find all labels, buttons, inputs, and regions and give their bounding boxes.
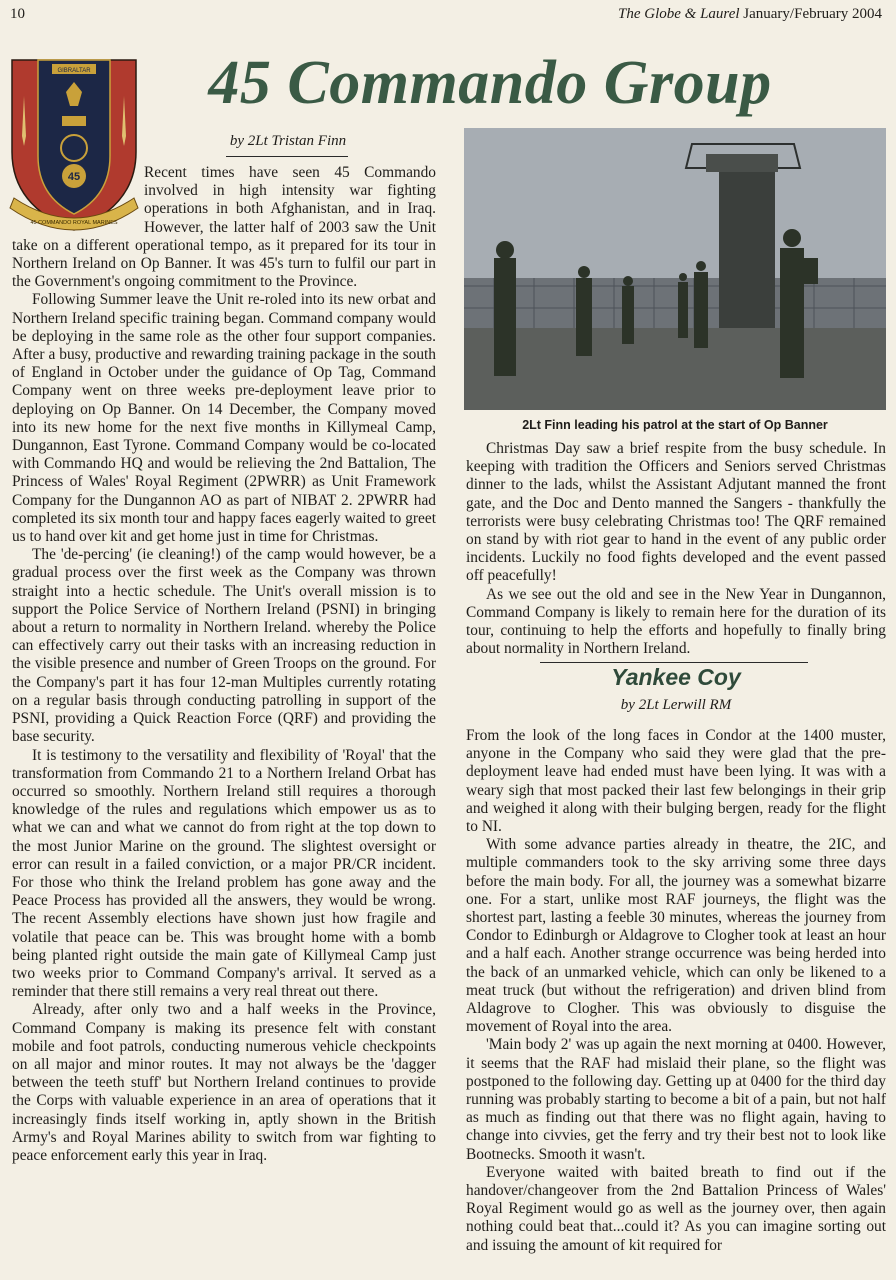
paragraph-6: Christmas Day saw a brief respite from the busy schedule. In keeping with tradition the Officers and Seniors served Christmas dinner to the lads, whilst the Assistant Adjutant manned the front gate, and the Doc and Dento manned the Sangers - thankfully the terrorists were busy celebrating Christmas too! The QRF remained on stand by with riot gear to hand in the event of any public order incidents. Luckily no food fights developed and the event passed off peacefully! (466, 440, 886, 585)
crest-scroll-top: GIBRALTAR (57, 68, 91, 74)
patrol-photo (464, 128, 886, 410)
crest-number: 45 (67, 171, 81, 183)
paragraph-2: Following Summer leave the Unit re-roled into its new orbat and Northern Ireland specific training began. Command company would be deploying in the same role as the other four support companies. After a busy, productive and rewarding training package in the south of England in October under the guidance of Op Tag, Command Company went on three weeks pre-deployment leave prior to deploying on Op Banner. On 14 December, the Company moved into its new home for the next five months in Killymeal Camp, Dungannon, East Tyrone. Command Company would be co-located with Commando HQ and would be relieving the 2nd Battalion, The Princess of Wales' Royal Regiment (2PWRR) as Unit Framework Company for the Dungannon AO as part of NIBAT 2. 2PWRR had completed its six month tour and happy faces eagerly waited to greet us to hand over kit and get home just in time for Christmas. (12, 291, 436, 546)
issue-date: January/February 2004 (743, 6, 882, 22)
subhead-divider (540, 662, 808, 663)
article-byline: by 2Lt Tristan Finn (229, 133, 347, 149)
right-column (466, 440, 886, 658)
subarticle-title: Yankee Coy (611, 664, 741, 690)
crest-scroll-bottom: 45 COMMANDO ROYAL MARINES (30, 220, 118, 226)
paragraph-1-text: Recent times have seen 45 Commando involved in high intensity war fighting operations in both Afghanistan, and in Iraq. However, the latter half of 2003 saw the Unit take on a different operational tempo, as it prepared for its tour in Northern Ireland on Op Banner. It was 45's turn to fulfil our part in the Government's ongoing commitment to the Province. (12, 164, 436, 291)
article-title: 45 Commando Group (208, 49, 772, 117)
photo-caption: 2Lt Finn leading his patrol at the start of Op Banner (522, 418, 828, 432)
subarticle-body (466, 727, 886, 1255)
paragraph-3: The 'de-percing' (ie cleaning!) of the camp would however, be a gradual process over the first week as the Company was thrown straight into a hectic schedule. The Unit's overall mission is to support the Police Service of Northern Ireland (PSNI) in bringing about a return to normality in Northern Ireland. whereby the Police can effectively carry out their tasks with an increasing reduction in the visible presence and number of Green Troops on the ground. For the Company's part it has four 12-man Multiples currently rotating on a regular basis through conducting patrolling in support of the PSNI, providing a Quick Reaction Force (QRF) and providing the base security. (12, 546, 436, 746)
sub-paragraph-1: From the look of the long faces in Condor at the 1400 muster, anyone in the Company who said they were glad that the pre-deployment leave had ended must have been lying. It was with a weary sigh that most packed their last few belongings in their grip and weighed it along with their bulging bergen, ready for the flight to NI. (466, 727, 886, 836)
sub-paragraph-4: Everyone waited with baited breath to find out if the handover/changeover from the 2nd Battalion Princess of Wales' Royal Regiment would go as well as the journey over, then again nothing could beat that...could it? As you can imagine sorting out and issuing the amount of kit required for (466, 1163, 886, 1254)
paragraph-7: As we see out the old and see in the New Year in Dungannon, Command Company is likely to remain here for the duration of its tour, continuing to help the efforts and hopefully to finally bring about normality in Northern Ireland. (466, 585, 886, 658)
page-number: 10 (10, 6, 25, 22)
publication-name: The Globe & Laurel (618, 6, 740, 22)
subarticle-byline: by 2Lt Lerwill RM (620, 697, 732, 713)
paragraph-4: It is testimony to the versatility and flexibility of 'Royal' that the transformation from Commando 21 to a Northern Ireland Orbat has occurred so smoothly. Northern Ireland still requires a thorough knowledge of the rules and regulations which empower us as to what we can and what we cannot do from right at the top down to the most Junior Marine on the ground. The slightest oversight or error can result in a failed conviction, or a major PR/CR incident. For those who think the Ireland problem has gone away and the Peace Process has provided all the answers, they would be wrong. The recent Assembly elections have shown just how fragile and volatile that peace can be. This was brought home with a bomb being planted right outside the main gate of Killymeal Camp just two weeks prior to Command Company's arrival. It served as a reminder that there still remains a very real threat out there. (12, 746, 436, 1001)
paragraph-5: Already, after only two and a half weeks in the Province, Command Company is making its presence felt with constant mobile and foot patrols, conducting numerous vehicle checkpoints on all major and minor routes. It may not always be the 'dagger between the teeth stuff' but Northern Ireland continues to provide the Corps with valuable experience in an area of operations that it increasingly finds itself working in, aptly shown in the British Army's and Royal Marines ability to switch from war fighting to peace enforcement early this year in Iraq. (12, 1001, 436, 1164)
sub-paragraph-2: With some advance parties already in theatre, the 2IC, and multiple commanders took to the sky arriving some three days before the main body. For all, the journey was a somewhat bizarre one. For a start, unlike most RAF journeys, the flight was the shortest part, lasting a feeble 30 minutes, whereas the journey from Condor to Edinburgh or Aldagrove to Clogher took at least an hour and a half each. Another strange occurrence was being herded into the back of an unmarked vehicle, which can only be likened to a meat truck (but without the refrigeration) and driven blind from Aldagrove to Clogher. This was obviously to disguise the movement of Royal into the area. (466, 836, 886, 1036)
crest-wrap-spacer (12, 164, 144, 236)
paragraph-1 (12, 164, 436, 291)
running-header (618, 6, 882, 23)
left-column (12, 164, 436, 1165)
sub-paragraph-3: 'Main body 2' was up again the next morning at 0400. However, it seems that the RAF had mislaid their plane, so the flight was postponed to the following day. Getting up at 0400 for the third day running was probably starting to become a bit of a pain, but not half as much as finding out that there was no flight again, having to change into civvies, get the ferry and try their best not to look like Bootnecks. Smooth it wasn't. (466, 1036, 886, 1163)
byline-divider (226, 156, 348, 157)
